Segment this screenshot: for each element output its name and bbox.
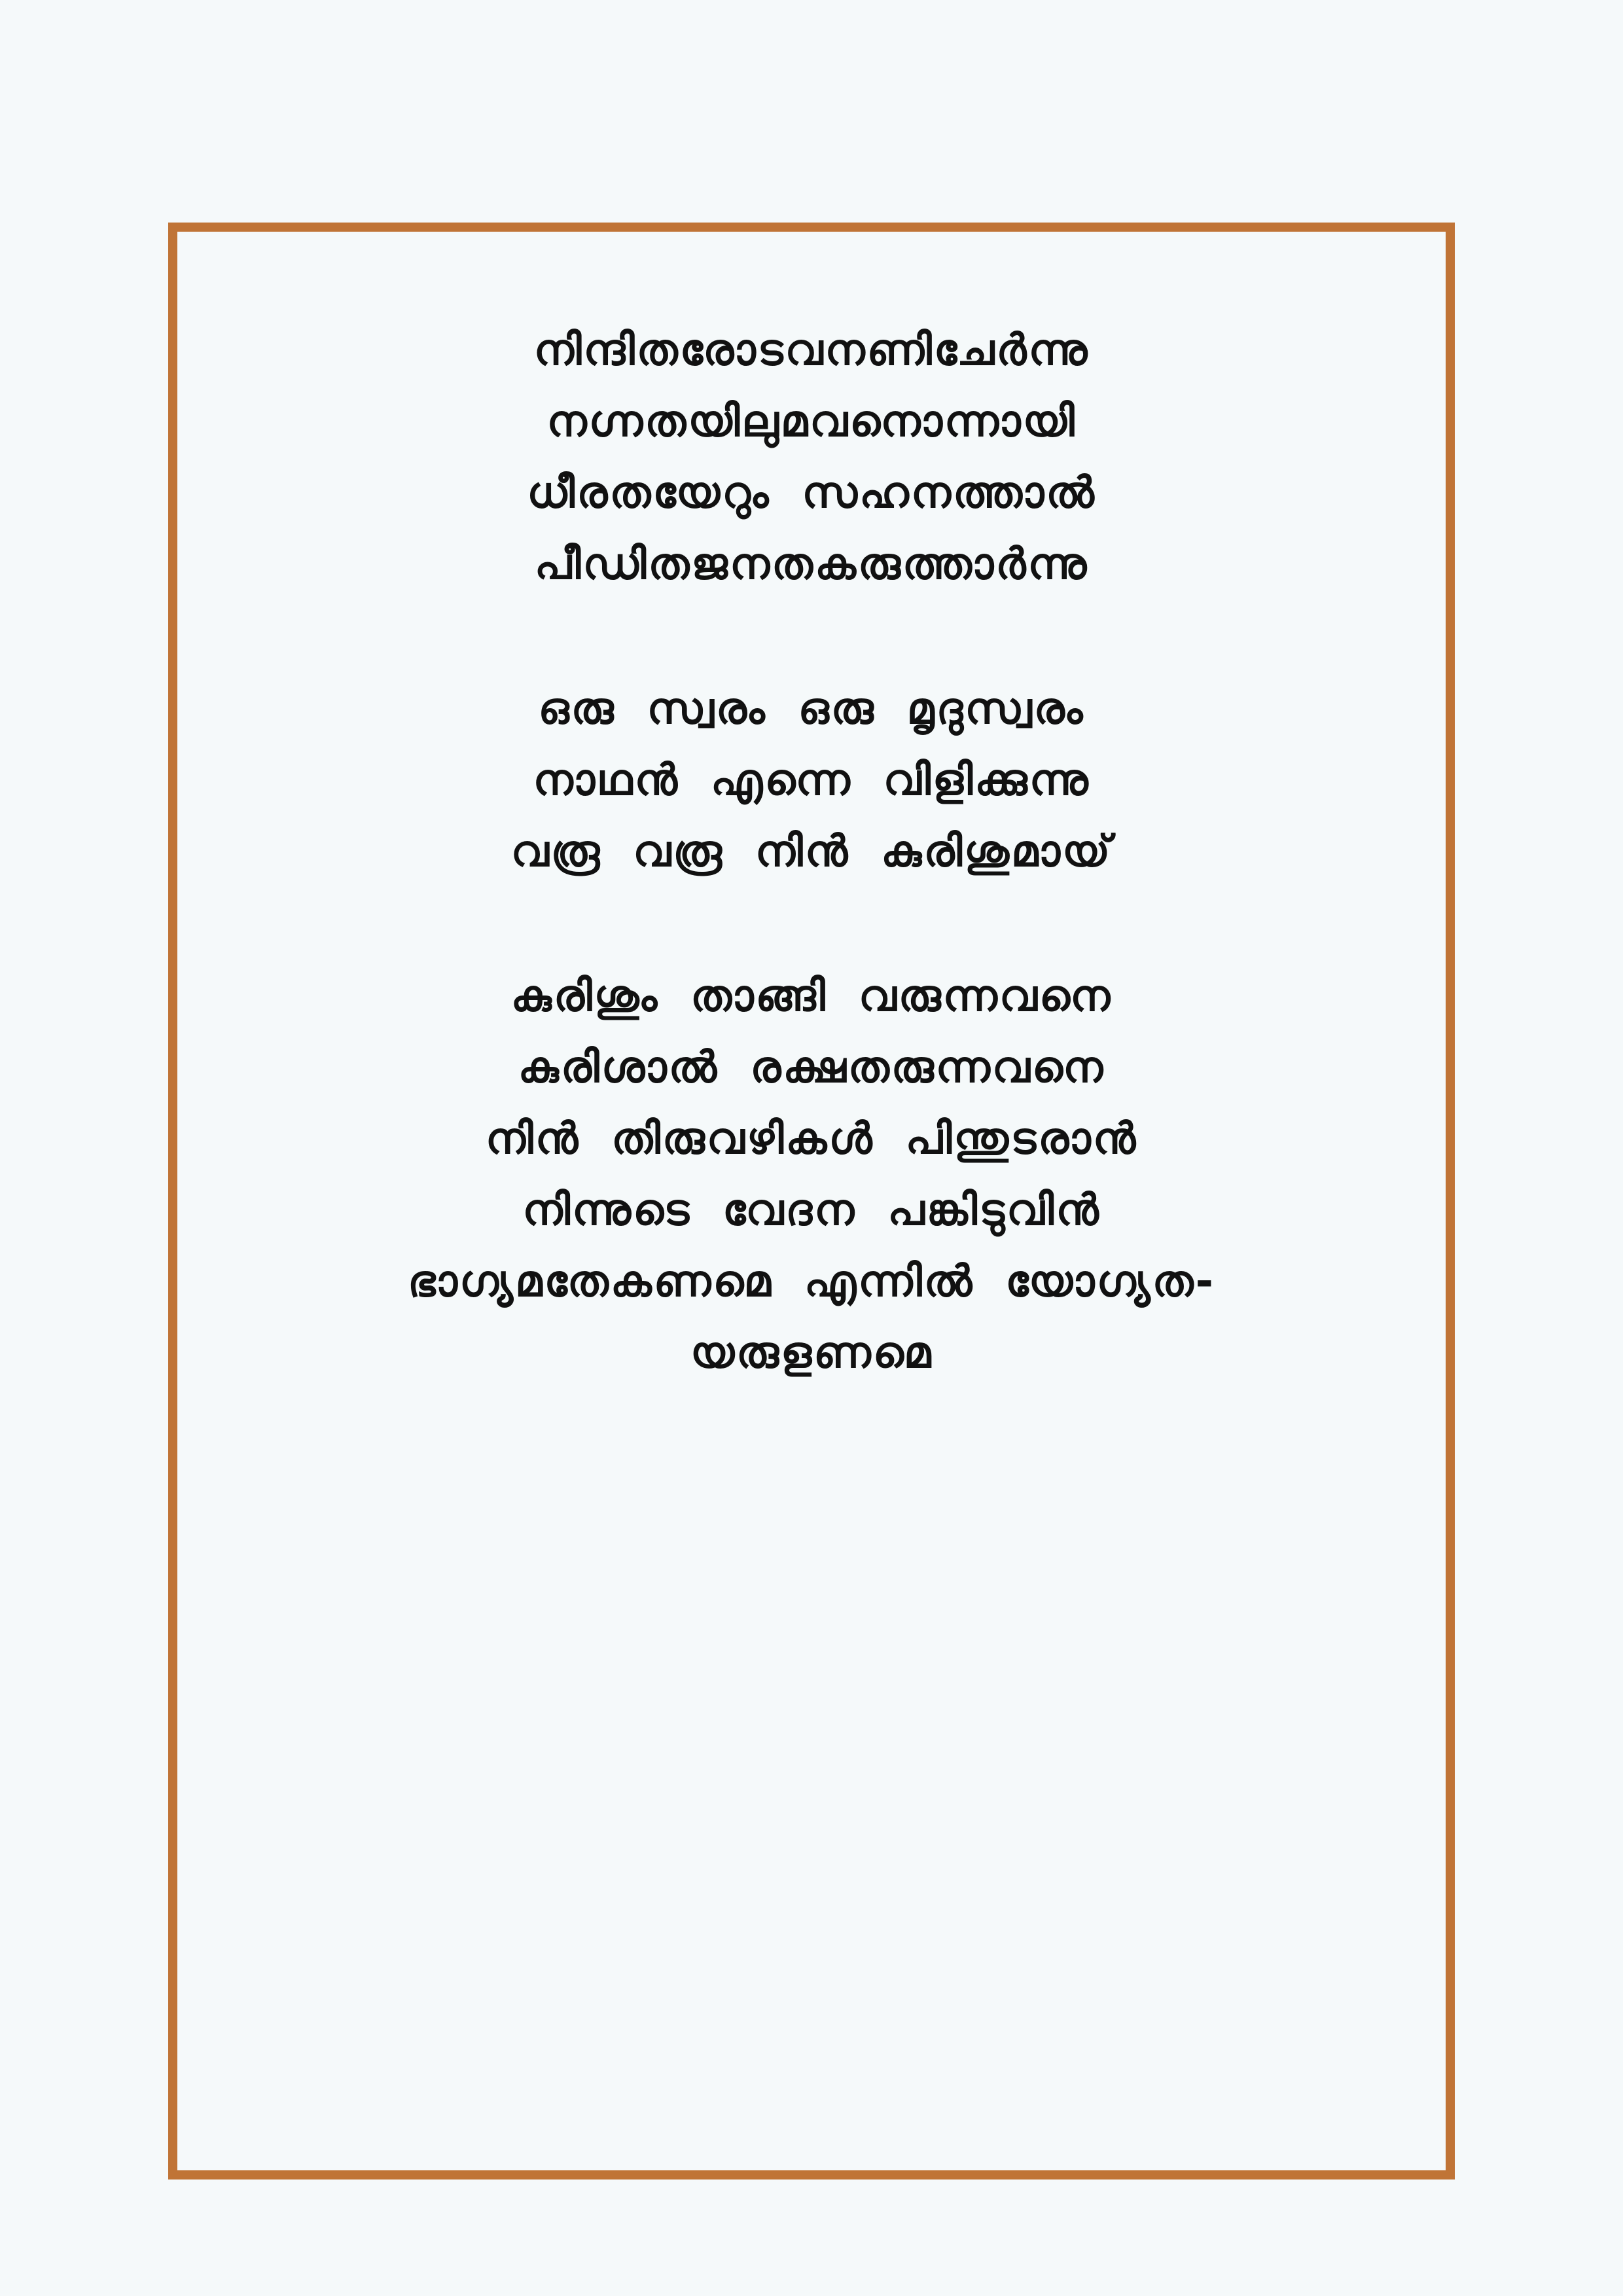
lyric-line: പീഡിതജനതകരുത്താർന്നു [534,539,1089,589]
lyric-line: നഗ്നതയിലുമവനൊന്നായി [546,396,1077,446]
lyric-line: നിന്ദിതരോടവനണിചേർന്നു [533,325,1090,375]
lyric-line: വരൂ വരൂ നിൻ കുരിശുമായ് [510,826,1113,876]
lyric-line: നാഥൻ എന്നെ വിളിക്കുന്നു [533,755,1090,805]
lyrics-body [168,314,1455,1388]
lyric-line: കുരിശാൽ രക്ഷതരുന്നവനെ [518,1042,1105,1092]
lyric-line: ഒരു സ്വരം ഒരു മൃദുസ്വരം [538,683,1085,734]
lyric-line: ഭാഗ്യമതേകണമെ എന്നിൽ യോഗ്യത- [407,1256,1216,1306]
stanza-1 [168,314,1455,600]
stanza-3 [168,960,1455,1388]
stanza-2 [168,673,1455,887]
lyric-line: നിന്നുടെ വേദന പങ്കിടുവിൻ [522,1185,1101,1235]
lyric-line: ധീരതയേറും സഹനത്താൽ [527,467,1096,518]
lyric-line: യരുളണമെ [690,1327,933,1378]
lyric-line: കുരിശും താങ്ങി വരുന്നവനെ [510,971,1113,1021]
lyric-line: നിൻ തിരുവഴികൾ പിന്തുടരാൻ [485,1113,1138,1164]
